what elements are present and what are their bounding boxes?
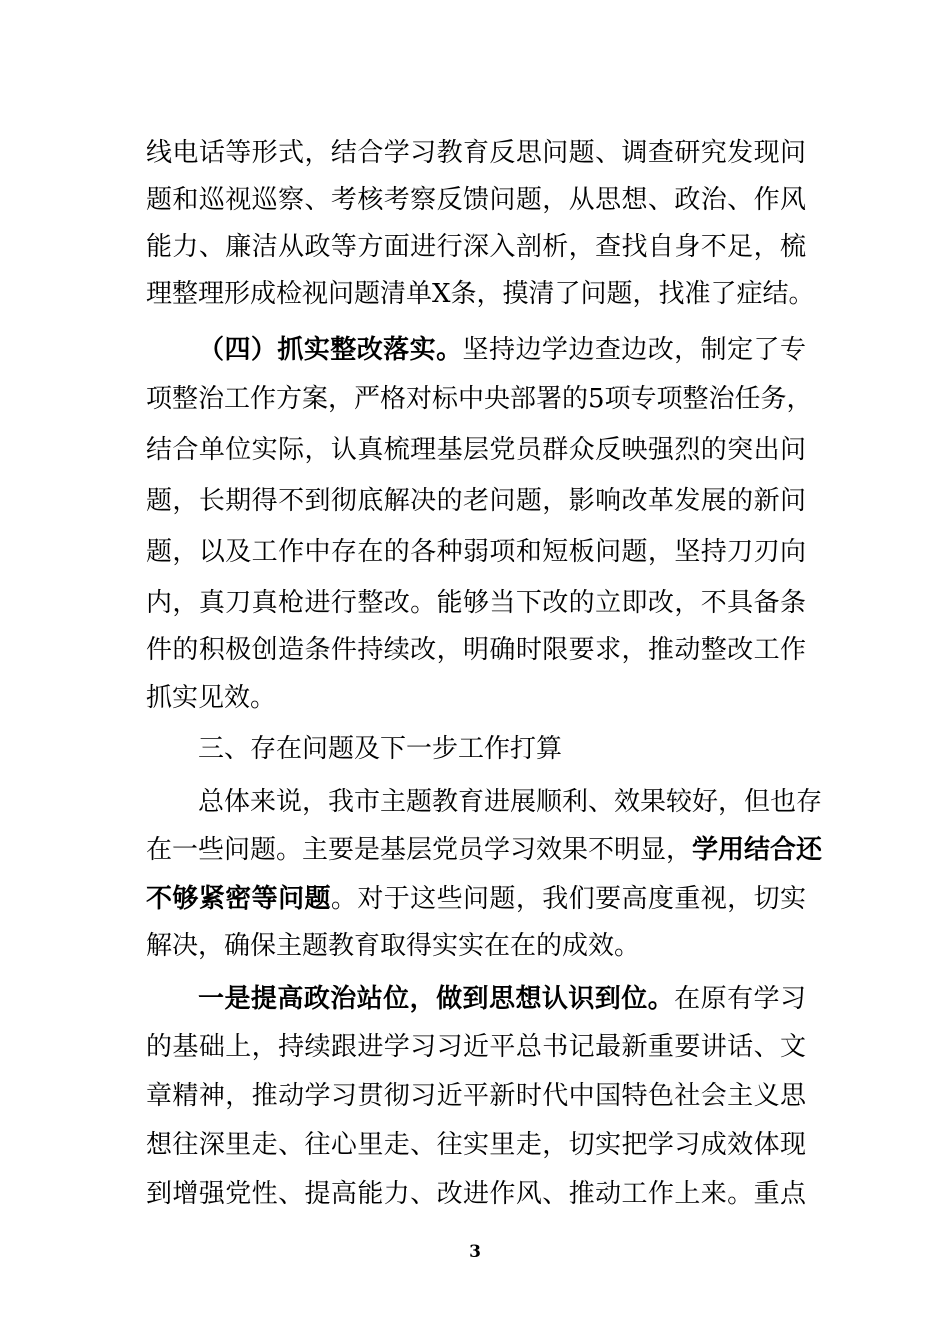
text-line-19: 的基础上，持续跟进学习习近平总书记最新重要讲话、文 [146,1032,806,1062]
text-line-1: 线电话等形式，结合学习教育反思问题、调查研究发现问 [146,138,806,168]
text-line-6: 项整治工作方案，严格对标中央部署的5项专项整治任务， [146,384,813,414]
text-span: 在一些问题。主要是基层党员学习效果不明显， [146,835,693,865]
text-span: 坚持边学边查边改，制定了专 [462,335,806,365]
text-line-7: 结合单位实际，认真梳理基层党员群众反映强烈的突出问 [146,435,806,465]
bold-span: 学用结合还 [692,835,823,865]
text-line-9: 题，以及工作中存在的各种弱项和短板问题，坚持刀刃向 [146,537,806,567]
text-line-10: 内，真刀真枪进行整改。能够当下改的立即改，不具备条 [146,588,806,618]
text-line-8: 题，长期得不到彻底解决的老问题，影响改革发展的新问 [146,486,806,516]
text-span: 在原有学习 [674,984,806,1014]
subsection-heading: （四）抓实整改落实。 [198,335,463,365]
text-line-14: 总体来说，我市主题教育进展顺利、效果较好，但也存 [198,787,823,817]
text-line-20: 章精神，推动学习贯彻习近平新时代中国特色社会主义思 [146,1081,806,1111]
text-line-15 [146,830,823,870]
page-number: 3 [469,1242,481,1262]
bold-span: 不够紧密等问题 [146,884,331,914]
text-line-3: 能力、廉洁从政等方面进行深入剖析，查找自身不足，梳 [146,232,806,262]
text-line-22: 到增强党性、提高能力、改进作风、推动工作上来。重点 [146,1179,806,1209]
subsection-paragraph-start [198,330,806,370]
text-line-2: 题和巡视巡察、考核考察反馈问题，从思想、政治、作风 [146,185,806,215]
point-paragraph-start [198,979,806,1019]
text-line-21: 想往深里走、往心里走、往实里走，切实把学习成效体现 [146,1130,806,1160]
text-line-12: 抓实见效。 [146,683,277,713]
point-heading: 一是提高政治站位，做到思想认识到位。 [198,984,675,1014]
text-span: 。对于这些问题，我们要高度重视，切实 [330,884,806,914]
text-line-11: 件的积极创造条件持续改，明确时限要求，推动整改工作 [146,635,806,665]
text-line-4: 理整理形成检视问题清单X条，摸清了问题，找准了症结。 [146,279,815,309]
section-heading: 三、存在问题及下一步工作打算 [198,734,563,764]
text-line-17: 解决，确保主题教育取得实实在在的成效。 [146,931,641,961]
text-line-16 [146,879,806,919]
